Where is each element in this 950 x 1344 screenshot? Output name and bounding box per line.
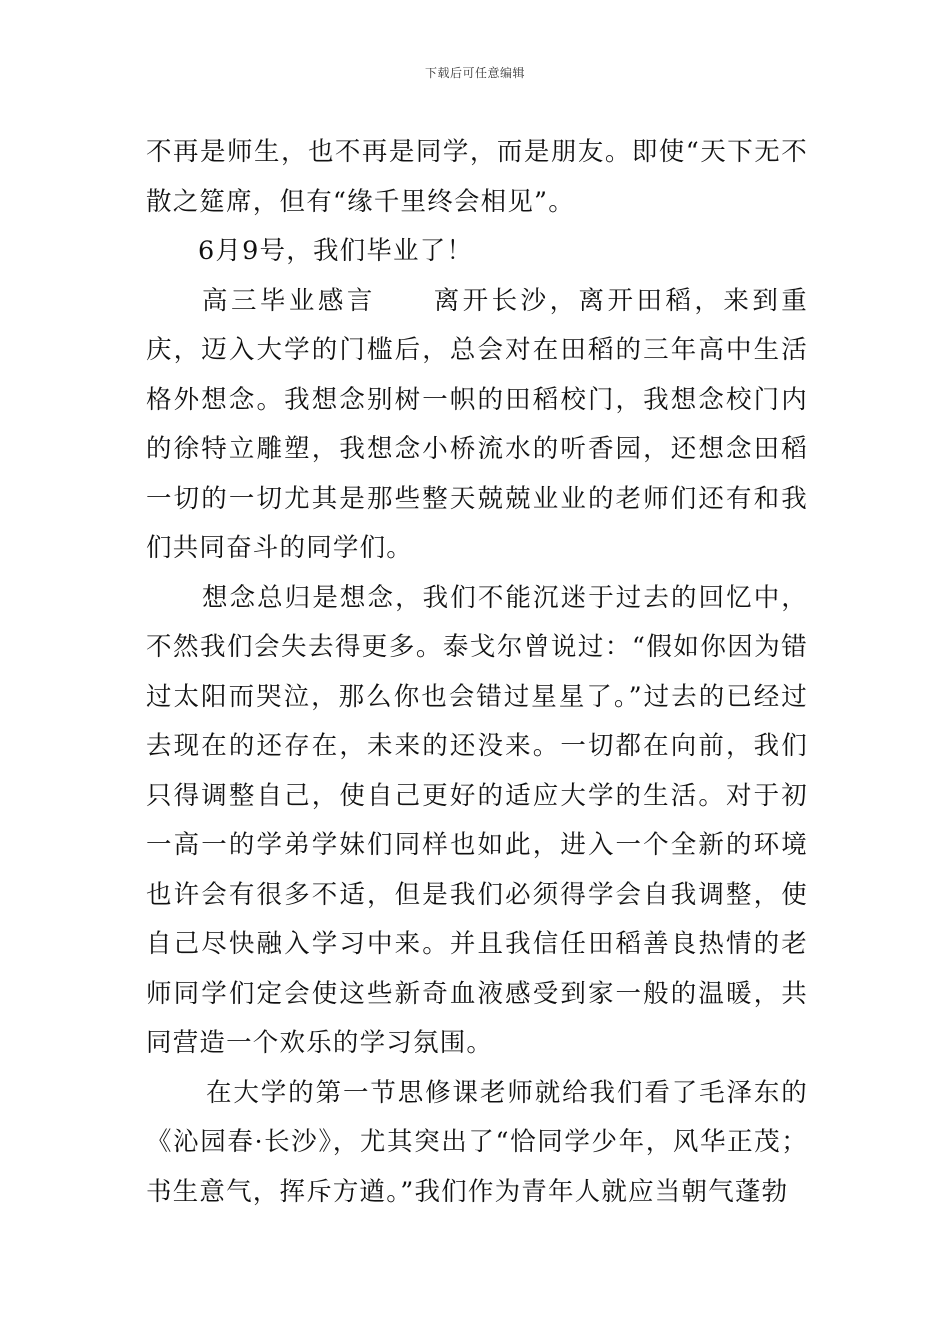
paragraph-graduation-date: 6月9号，我们毕业了！ xyxy=(198,236,474,266)
paragraph-leaving: 高三毕业感言 离开长沙，离开田稻，来到重庆，迈入大学的门槛后，总会对在田稻的三年高中生活格外想念。我想念别树一帜的田稻校门，我想念校门内的徐特立雕塑，我想念小桥流水的听香园，还想念田稻一切的一切尤其是那些整天兢兢业业的老师们还有和我们共同奋斗的同学们。 xyxy=(146,285,808,563)
page-header: 下载后可任意编辑 xyxy=(424,66,525,80)
paragraph-continuation: 不再是师生，也不再是同学，而是朋友。即使“天下无不散之筵席，但有“缘千里终会相见”。 xyxy=(146,137,808,217)
paragraph-university: 在大学的第一节思修课老师就给我们看了毛泽东的《沁园春·长沙》，尤其突出了“恰同学少年，风华正茂；书生意气，挥斥方遒。”我们作为青年人就应当朝气蓬勃 xyxy=(146,1077,808,1207)
document-body xyxy=(146,128,808,1217)
paragraph-missing: 想念总归是想念，我们不能沉迷于过去的回忆中，不然我们会失去得更多。泰戈尔曾说过：“假如你因为错过太阳而哭泣，那么你也会错过星星了。”过去的已经过去现在的还存在，未来的还没来。一切都在向前，我们只得调整自己，使自己更好的适应大学的生活。对于初一高一的学弟学妹们同样也如此，进入一个全新的环境也许会有很多不适，但是我们必须得学会自我调整，使自己尽快融入学习中来。并且我信任田稻善良热情的老师同学们定会使这些新奇血液感受到家一般的温暖，共同营造一个欢乐的学习氛围。 xyxy=(146,582,808,1058)
